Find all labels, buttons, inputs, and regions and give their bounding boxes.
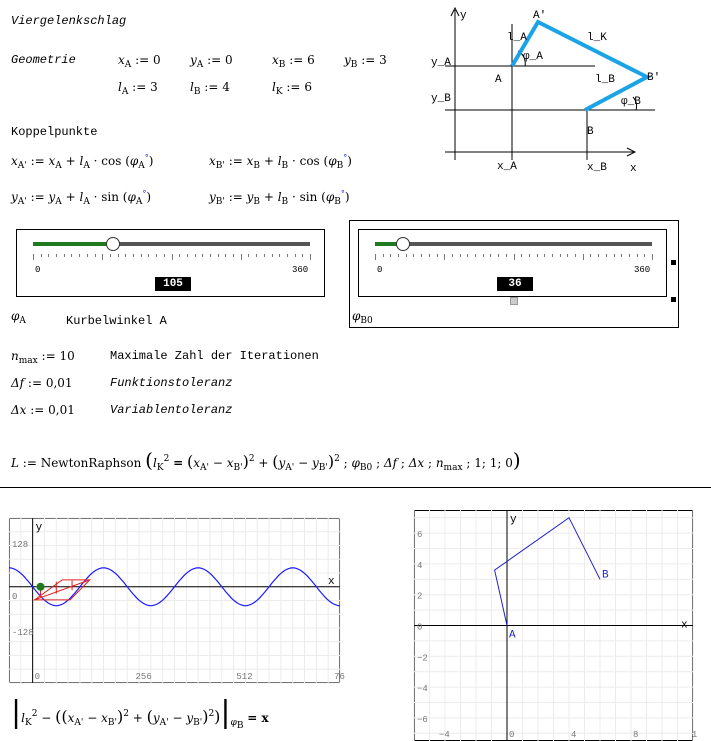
plot-left[interactable] <box>9 518 345 683</box>
slider-tick <box>95 254 96 257</box>
slider-phiB0-name: $\varphi_{B0}$ <box>352 309 373 326</box>
plot-left-y-tick: -128 <box>12 627 34 638</box>
slider-phiA-value: 105 <box>155 277 191 291</box>
slider-phiA-min: 0 <box>35 265 41 275</box>
slider-tick <box>102 254 103 260</box>
slider-tick <box>629 254 630 257</box>
slider-tick <box>248 254 249 257</box>
slider-tick <box>41 254 42 257</box>
slider-tick <box>310 254 311 260</box>
slider-tick <box>637 254 638 257</box>
slider-tick <box>233 254 234 257</box>
diagram-lK: l_K <box>587 32 607 44</box>
slider-phiB0-knob[interactable] <box>396 237 410 251</box>
slider-tick <box>195 254 196 257</box>
slider-phiA-ticks <box>33 254 310 262</box>
point-A-label: A <box>509 629 516 642</box>
worksheet-title: Viergelenkschlag <box>11 14 127 28</box>
def-yB[interactable]: $y_B$ := 3 <box>344 53 387 70</box>
diagram-A: A <box>495 74 502 86</box>
formula-xA-prime[interactable]: $x_{A'}$ := $x_A + l_A \cdot \cos (\varphi_A^\circ)$ <box>11 153 154 171</box>
slider-tick <box>398 254 399 257</box>
slider-tick <box>444 254 445 260</box>
slider-tick <box>172 254 173 260</box>
slider-tick <box>529 254 530 257</box>
four-bar-diagram <box>425 4 665 180</box>
plot-right-x-tick: 4 <box>571 730 577 740</box>
slider-tick <box>429 254 430 257</box>
slider-tick <box>383 254 384 257</box>
slider-tick <box>375 254 376 260</box>
plot-right-y-tick: −4 <box>417 684 428 695</box>
slider-tick <box>302 254 303 257</box>
slider-tick <box>87 254 88 257</box>
slider-phiB0-min: 0 <box>377 265 383 275</box>
slider-tick <box>583 254 584 260</box>
plot-left-y-tick: 128 <box>12 539 29 550</box>
df-desc: Funktionstoleranz <box>110 376 233 390</box>
region-separator <box>0 487 711 488</box>
diagram-phiB: φ_B <box>621 96 641 108</box>
slider-tick <box>141 254 142 257</box>
slider-tick <box>56 254 57 257</box>
slider-tick <box>606 254 607 257</box>
slider-tick <box>537 254 538 257</box>
slider-tick <box>421 254 422 257</box>
diagram-xA: x_A <box>497 161 517 173</box>
slider-tick <box>521 254 522 257</box>
slider-tick <box>506 254 507 257</box>
slider-phiB0-box <box>358 229 667 297</box>
slider-phiB0-ticks <box>375 254 652 262</box>
slider-tick <box>33 254 34 260</box>
drag-handle[interactable] <box>510 297 518 305</box>
diagram-yB: y_B <box>431 93 451 105</box>
def-lB[interactable]: $l_B$ := 4 <box>190 80 230 97</box>
slider-tick <box>498 254 499 257</box>
slider-tick <box>71 254 72 257</box>
slider-tick <box>118 254 119 257</box>
slider-tick <box>187 254 188 257</box>
slider-tick <box>652 254 653 260</box>
plot-right-y-tick: 0 <box>417 622 423 633</box>
plot-left-x-tick: 256 <box>135 672 152 682</box>
slider-tick <box>552 254 553 257</box>
slider-tick <box>544 254 545 257</box>
slider-tick <box>241 254 242 260</box>
slider-tick <box>598 254 599 257</box>
slider-tick <box>218 254 219 257</box>
def-df[interactable]: Δf := 0,01 <box>11 376 73 390</box>
slider-phiA-name: $\varphi_A$ <box>11 309 26 326</box>
slider-tick <box>279 254 280 257</box>
slider-phiA-max: 360 <box>292 265 309 275</box>
diagram-lA: l_A <box>507 32 527 44</box>
slider-tick <box>460 254 461 257</box>
diagram-phiA: φ_A <box>523 51 543 63</box>
slider-phiA-fill <box>33 242 113 246</box>
slider-tick <box>179 254 180 257</box>
def-xB[interactable]: $x_B$ := 6 <box>272 53 315 70</box>
plot-left-y-tick: 0 <box>12 591 18 602</box>
slider-tick <box>575 254 576 257</box>
def-yA[interactable]: $y_A$ := 0 <box>190 53 233 70</box>
slider-tick <box>390 254 391 257</box>
slider-tick <box>467 254 468 257</box>
diagram-x-label: x <box>630 163 637 175</box>
plot-right[interactable] <box>414 510 698 741</box>
geometry-heading: Geometrie <box>11 53 76 67</box>
resize-handle[interactable] <box>671 297 676 302</box>
plot-right-x-tick: 8 <box>633 730 639 740</box>
coupling-heading: Koppelpunkte <box>11 125 98 139</box>
slider-tick <box>125 254 126 257</box>
plot-right-y-tick: 4 <box>417 560 423 571</box>
plot-right-y-tick: −2 <box>417 653 428 664</box>
plot-right-x-label: x <box>681 619 688 632</box>
slider-tick <box>287 254 288 257</box>
slider-tick <box>490 254 491 257</box>
resize-handle[interactable] <box>671 260 676 265</box>
plot-left-x-tick: 512 <box>236 672 253 682</box>
slider-tick <box>156 254 157 257</box>
def-dx[interactable]: Δx := 0,01 <box>11 403 75 417</box>
slider-tick <box>475 254 476 257</box>
slider-tick <box>148 254 149 257</box>
slider-tick <box>164 254 165 257</box>
diagram-yA: y_A <box>431 57 451 69</box>
slider-tick <box>413 254 414 257</box>
plot-right-y-tick: 6 <box>417 530 423 541</box>
slider-tick <box>225 254 226 257</box>
slider-tick <box>48 254 49 257</box>
slider-tick <box>644 254 645 257</box>
plot-left-x-tick: 76 <box>334 672 345 682</box>
plot-right-y-label: y <box>510 514 517 526</box>
slider-tick <box>560 254 561 257</box>
nmax-desc: Maximale Zahl der Iterationen <box>110 349 319 363</box>
slider-tick <box>452 254 453 257</box>
formula-yA-prime[interactable]: $y_{A'}$ := $y_A + l_A \cdot \sin (\varphi_A^\circ)$ <box>11 189 152 207</box>
slider-phiB0-value: 36 <box>497 277 533 291</box>
slider-phiB0-track[interactable] <box>375 242 652 246</box>
slider-tick <box>64 254 65 257</box>
slider-tick <box>272 254 273 257</box>
diagram-A-prime: A' <box>533 10 547 22</box>
slider-tick <box>295 254 296 257</box>
plot-left-x-tick: 0 <box>34 672 41 682</box>
plot-right-x-tick: −4 <box>439 730 450 740</box>
plot-right-x-tick: 0 <box>509 730 515 740</box>
slider-phiA-knob[interactable] <box>106 237 120 251</box>
diagram-xB: x_B <box>587 162 607 174</box>
slider-phiA-box <box>16 229 325 297</box>
plot-left-x-label: x <box>328 575 335 588</box>
diagram-y-label: y <box>460 10 467 22</box>
slider-tick <box>590 254 591 257</box>
slider-tick <box>133 254 134 257</box>
def-xA[interactable]: $x_A$ := 0 <box>118 53 161 70</box>
plot-right-x-tick: 1 <box>691 730 698 740</box>
bottom-formula[interactable]: $|l_K^2 - ((x_{A'} - x_{B'})^2 + (y_{A'} - y_{B'})^2)|_{\varphi_B} = x$ <box>11 695 269 731</box>
slider-tick <box>614 254 615 257</box>
plot-left-y-label: y <box>35 522 43 534</box>
def-lK[interactable]: $l_K$ := 6 <box>272 80 312 97</box>
diagram-B-prime: B' <box>647 72 661 84</box>
plot-right-y-tick: 2 <box>417 591 423 602</box>
slider-tick <box>202 254 203 257</box>
diagram-B: B <box>587 126 594 138</box>
slider-tick <box>514 254 515 260</box>
plot-right-y-tick: −6 <box>417 714 428 725</box>
slider-tick <box>621 254 622 257</box>
slider-tick <box>79 254 80 257</box>
slider-phiB0-max: 360 <box>634 265 651 275</box>
slider-tick <box>483 254 484 257</box>
newton-raphson-formula[interactable]: L := NewtonRaphson ($l_K^2 = (x_{A'} - x_{B'})^2 + (y_{A'} - y_{B'})^2$ ; $\varphi_{B0}$ ; Δf ; Δx ; $n_{max}$ ; 1; 1; 0) <box>11 448 521 473</box>
slider-tick <box>256 254 257 257</box>
dx-desc: Variablentoleranz <box>110 403 233 417</box>
point-B-label: B <box>602 569 609 582</box>
slider-phiA-desc: Kurbelwinkel A <box>66 314 167 328</box>
slider-tick <box>437 254 438 257</box>
slider-tick <box>210 254 211 257</box>
def-nmax[interactable]: $n_{max}$ := 10 <box>11 349 75 366</box>
slider-tick <box>264 254 265 257</box>
formula-xB-prime[interactable]: $x_{B'}$ := $x_B + l_B \cdot \cos (\varphi_B^\circ)$ <box>209 153 352 171</box>
marker-point <box>37 583 45 591</box>
slider-tick <box>406 254 407 257</box>
def-lA[interactable]: $l_A$ := 3 <box>118 80 158 97</box>
diagram-lB: l_B <box>595 74 615 86</box>
formula-yB-prime[interactable]: $y_{B'}$ := $y_B + l_B \cdot \sin (\varphi_B^\circ)$ <box>209 189 350 207</box>
slider-tick <box>110 254 111 257</box>
slider-tick <box>567 254 568 257</box>
